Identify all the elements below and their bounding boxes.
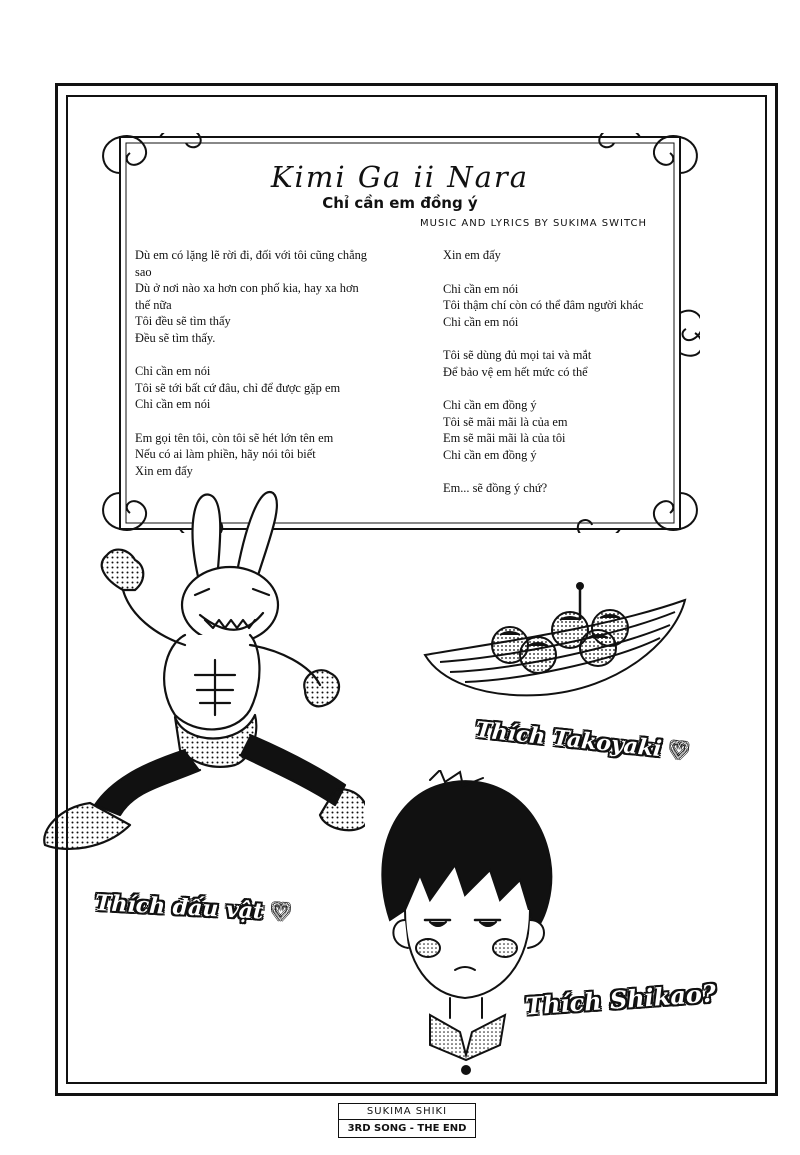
lyric-line: Chỉ cần em đồng ý [443,398,537,412]
song-credit: MUSIC AND LYRICS BY SUKIMA SWITCH [420,218,647,229]
lyric-line: thế nữa [135,297,172,312]
lyric-line: Tôi sẽ mãi mãi là của em [443,414,568,429]
caption-takoyaki: Thích Takoyaki ♡ [474,716,691,766]
lyric-line: Chỉ cần em nói [135,397,211,411]
lyric-line: Tôi sẽ dùng đủ mọi tai và mắt [443,348,592,362]
lyric-line: Nếu có ai làm phiền, hãy nói tôi biết [135,447,316,461]
lyric-line: Chỉ cần em nói [443,314,519,329]
lyrics-stanza [135,247,420,346]
lyric-line: Chỉ cần em đồng ý [443,447,537,462]
caption-wrestling: Thích đấu vật ♡ [94,889,292,927]
lyric-line: Chỉ cần em nói [443,281,519,296]
lyrics-stanza [443,480,693,497]
lyric-line: Em gọi tên tôi, còn tôi sẽ hét lớn tên em [135,430,334,445]
lyrics-stanza [443,247,693,264]
song-title: Kimi Ga ii Nara [270,160,530,194]
lyric-line: sao [135,264,152,279]
chapter-end-label: 3RD SONG - THE END [347,1123,467,1134]
lyric-line: Dù em có lặng lẽ rời đi, đối với tôi cũng chẳng [135,248,367,262]
takoyaki-illustration [420,580,690,700]
lyric-line: Đều sẽ tìm thấy. [135,330,216,345]
lyric-line: Em sẽ mãi mãi là của tôi [443,431,566,445]
lyrics-stanza [135,430,420,480]
lyrics-column-right [443,247,693,514]
series-name: SUKIMA SHIKI [339,1104,475,1120]
lyric-line: Để bảo vệ em hết mức có thể [443,364,588,379]
lyrics-stanza [443,281,693,331]
lyric-line: Tôi thậm chí còn có thể đâm người khác [443,298,644,312]
lyric-line: Tôi đều sẽ tìm thấy [135,314,231,328]
lyrics-stanza [135,363,420,413]
rabbit-wrestler-illustration [35,485,365,875]
lyric-line: Tôi sẽ tới bất cứ đâu, chỉ để được gặp em [135,380,341,395]
lyric-line: Xin em đấy [135,463,193,478]
lyrics-stanza [443,347,693,380]
lyric-line: Dù ở nơi nào xa hơn con phố kia, hay xa hơn [135,281,359,295]
chapter-footer [338,1103,476,1138]
lyric-line: Xin em đấy [443,248,501,262]
song-subtitle: Chỉ cần em đồng ý [322,194,478,212]
lyrics-stanza [443,397,693,463]
caption-shikao: Thích Shikao? [524,978,717,1021]
lyrics-column-left [135,247,420,496]
lyric-line: Em... sẽ đồng ý chứ? [443,481,548,495]
lyric-line: Chỉ cần em nói [135,364,211,378]
boy-portrait-illustration [370,770,570,1080]
